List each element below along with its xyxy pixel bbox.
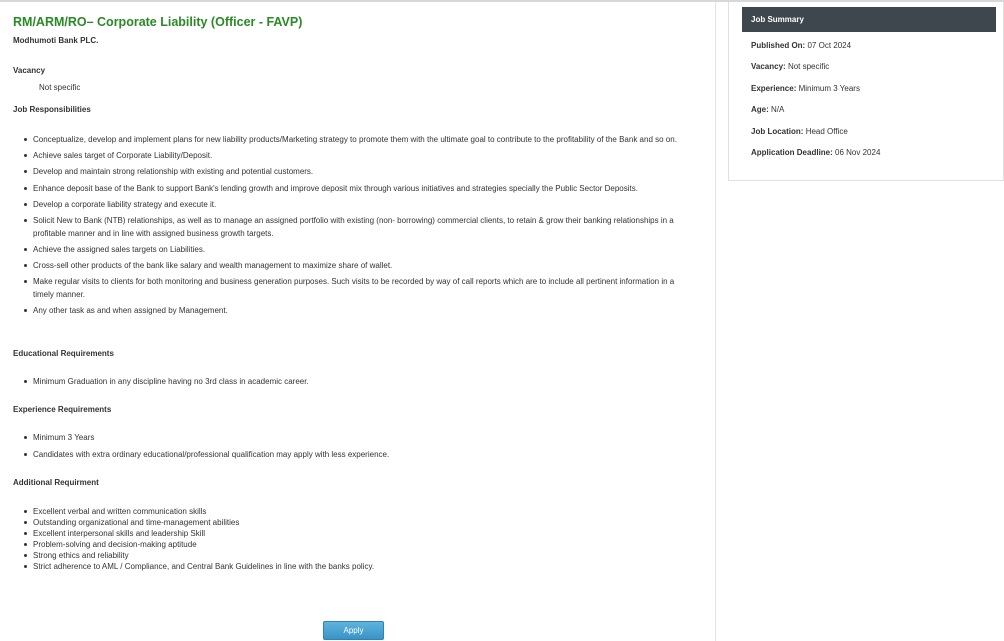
job-summary-heading: Job Summary <box>742 7 996 32</box>
list-item: Minimum Graduation in any discipline having no 3rd class in academic career. <box>24 376 624 387</box>
list-item: Conceptualize, develop and implement plans for new liability products/Marketing strategy to promote them with the ultimate goal to contribute to the profitability of the Bank and so on. <box>24 134 696 147</box>
summary-value: 06 Nov 2024 <box>835 148 881 157</box>
additional-list <box>24 506 624 572</box>
job-summary-panel <box>728 2 1004 181</box>
summary-value: Minimum 3 Years <box>798 84 860 93</box>
list-item: Strict adherence to AML / Compliance, and Central Bank Guidelines in line with the banks policy. <box>24 561 624 572</box>
responsibilities-list <box>24 134 696 321</box>
summary-experience <box>751 84 860 93</box>
summary-value: N/A <box>771 105 785 114</box>
education-list <box>24 376 624 387</box>
summary-age <box>751 105 784 114</box>
vacancy-heading: Vacancy <box>13 66 46 75</box>
education-heading: Educational Requirements <box>13 349 114 358</box>
vacancy-value: Not specific <box>39 83 81 92</box>
summary-label: Vacancy: <box>751 62 786 71</box>
summary-value: 07 Oct 2024 <box>807 41 852 50</box>
summary-label: Job Location: <box>751 127 804 136</box>
apply-button[interactable]: Apply <box>323 621 384 640</box>
summary-label: Published On: <box>751 41 806 50</box>
list-item: Any other task as and when assigned by Management. <box>24 305 696 318</box>
list-item: Minimum 3 Years <box>24 432 624 443</box>
summary-value: Not specific <box>787 62 830 71</box>
list-item: Enhance deposit base of the Bank to support Bank's lending growth and improve deposit mix through various initiatives and strategies specially the Public Sector Deposits. <box>24 183 696 196</box>
list-item: Strong ethics and reliability <box>24 550 624 561</box>
summary-vacancy <box>751 62 829 71</box>
summary-label: Application Deadline: <box>751 148 833 157</box>
experience-list <box>24 432 624 466</box>
list-item: Candidates with extra ordinary educational/professional qualification may apply with less experience. <box>24 449 624 460</box>
summary-label: Experience: <box>751 84 797 93</box>
company-name: Modhumoti Bank PLC. <box>13 36 99 45</box>
experience-heading: Experience Requirements <box>13 405 112 414</box>
list-item: Outstanding organizational and time-management abilities <box>24 517 624 528</box>
job-title: RM/ARM/RO– Corporate Liability (Officer - FAVP) <box>13 15 303 29</box>
list-item: Develop and maintain strong relationship with existing and potential customers. <box>24 166 696 179</box>
summary-location <box>751 127 848 136</box>
list-item: Problem-solving and decision-making aptitude <box>24 539 624 550</box>
list-item: Make regular visits to clients for both monitoring and business generation purposes. Such visits to be recorded by way of call reports which are to include all pertinent information in a timely manner. <box>24 276 696 302</box>
list-item: Solicit New to Bank (NTB) relationships, as well as to manage an assigned portfolio with existing (non- borrowing) commercial clients, to retain & grow their banking relationships in a profitable manner and in line with assigned business growth targets. <box>24 215 696 241</box>
additional-heading: Additional Requirment <box>13 478 99 487</box>
list-item: Cross-sell other products of the bank like salary and wealth management to maximize share of wallet. <box>24 260 696 273</box>
summary-deadline <box>751 148 880 157</box>
list-item: Develop a corporate liability strategy and execute it. <box>24 199 696 212</box>
list-item: Excellent verbal and written communication skills <box>24 506 624 517</box>
list-item: Achieve sales target of Corporate Liability/Deposit. <box>24 150 696 163</box>
list-item: Achieve the assigned sales targets on Liabilities. <box>24 244 696 257</box>
summary-label: Age: <box>751 105 769 114</box>
responsibilities-heading: Job Responsibilities <box>13 105 91 114</box>
job-details-panel <box>0 2 716 641</box>
summary-published <box>751 41 851 50</box>
summary-value: Head Office <box>805 127 848 136</box>
list-item: Excellent interpersonal skills and leadership Skill <box>24 528 624 539</box>
